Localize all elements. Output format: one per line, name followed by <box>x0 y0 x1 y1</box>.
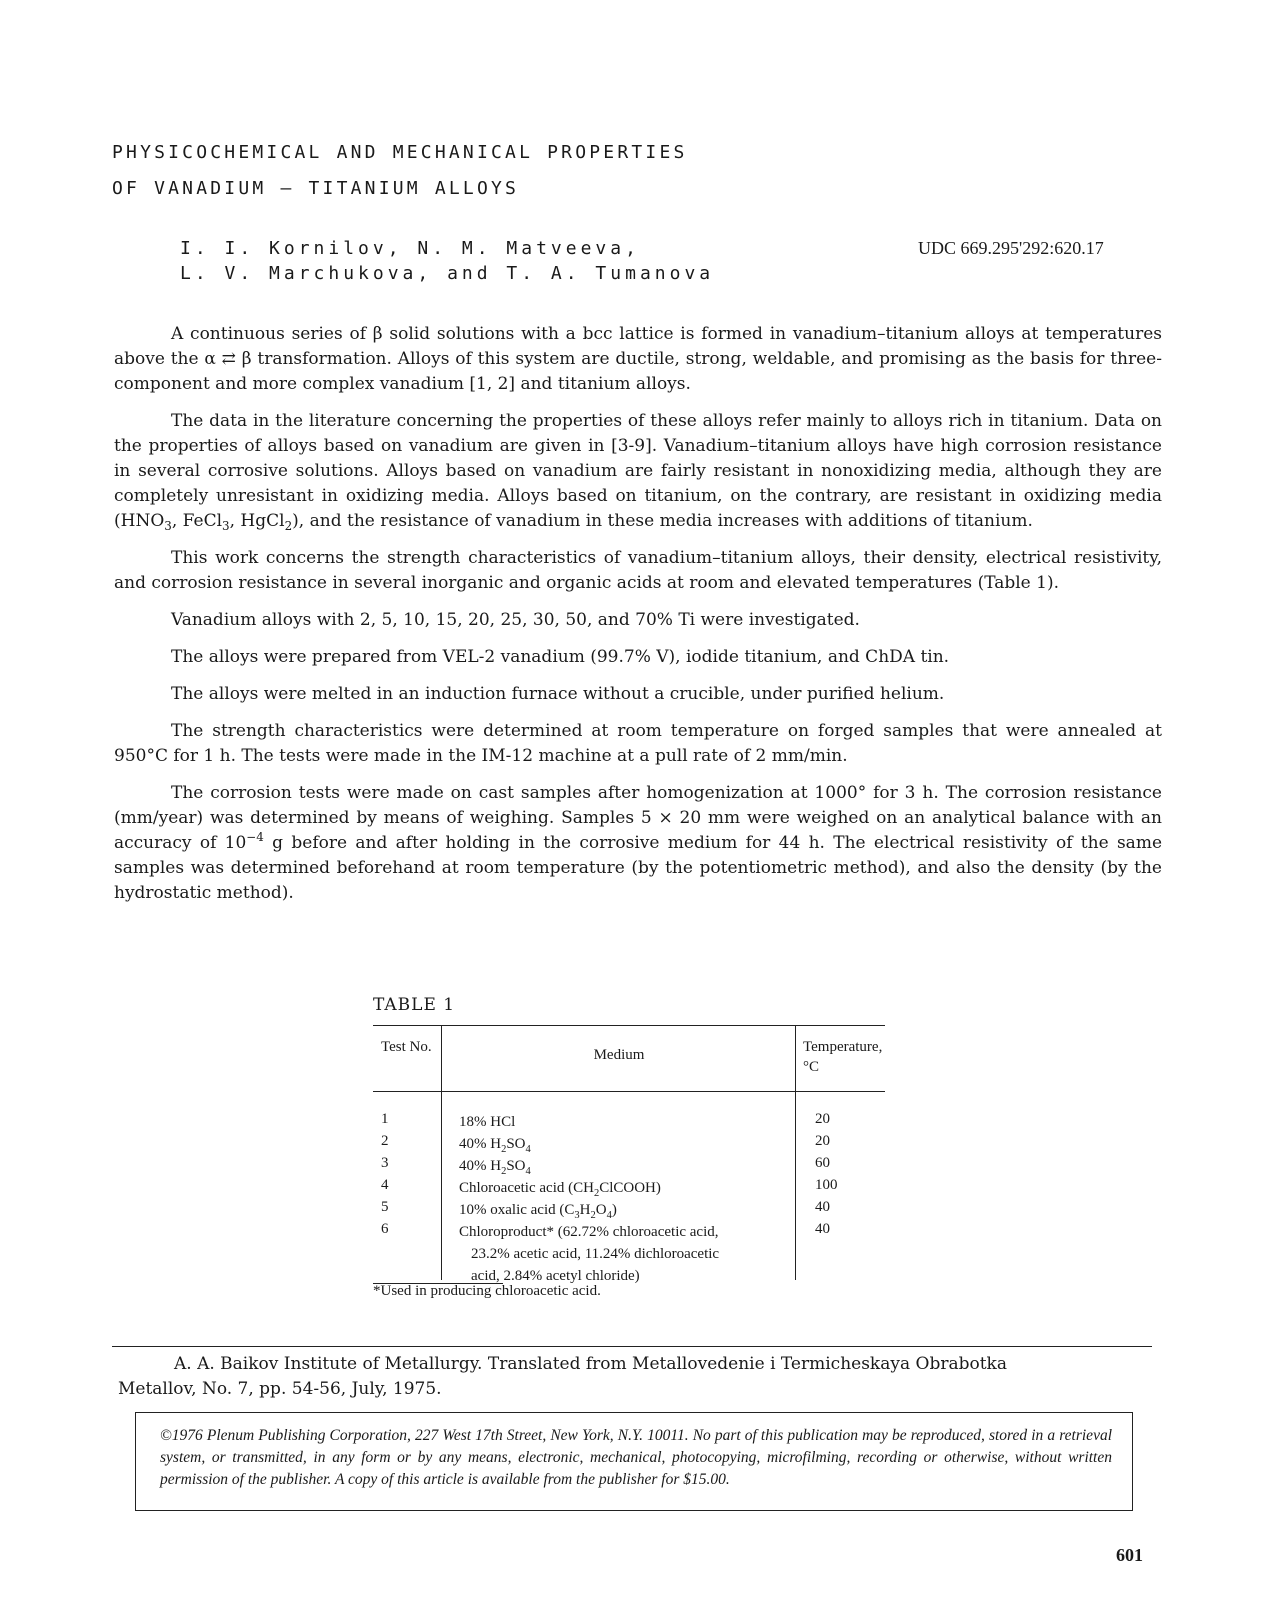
temperature: 60 <box>815 1155 830 1171</box>
test-number: 5 <box>381 1199 389 1215</box>
paragraph-3: This work concerns the strength characteristics of vanadium–titanium alloys, their density, electrical resistivity, and corrosion resistance in several inorganic and organic acids at room and elevated temperatures (Table 1). <box>114 548 1162 593</box>
table-header-test-no: Test No. <box>381 1039 432 1055</box>
article-title-line-1: PHYSICOCHEMICAL AND MECHANICAL PROPERTIES <box>112 142 688 163</box>
table-footnote: *Used in producing chloroacetic acid. <box>373 1283 601 1299</box>
test-number: 1 <box>381 1111 389 1127</box>
medium: Chloroproduct* (62.72% chloroacetic acid, 23.2% acetic acid, 11.24% dichloroacetic acid, 2.84% acetyl chloride) <box>459 1224 720 1284</box>
table-column-rule-2 <box>795 1025 796 1280</box>
paragraph-1: A continuous series of β solid solutions with a bcc lattice is formed in vanadium–titanium alloys at temperatures above the α ⇄ β transformation. Alloys of this system are ductile, strong, weldable, and promising as the basis for three-component and more complex vanadium [1, 2] and titanium alloys. <box>114 324 1162 394</box>
temperature: 40 <box>815 1221 830 1237</box>
temperature: 20 <box>815 1111 830 1127</box>
test-number: 4 <box>381 1177 389 1193</box>
table-top-rule <box>373 1025 885 1026</box>
temperature: 20 <box>815 1133 830 1149</box>
paragraph-8: The corrosion tests were made on cast samples after homogenization at 1000° for 3 h. The corrosion resistance (mm/year) was determined by means of weighing. Samples 5 × 20 mm were weighed on an analytical balance with an accuracy of $10^{-4}$ g before and after holding in the corrosive medium for 44 h. The electrical resistivity of the same samples was determined beforehand at room temperature (by the potentiometric method), and also the density (by the hydrostatic method). <box>114 783 1163 903</box>
medium: 18% HCl <box>459 1114 516 1130</box>
paragraph-2: The data in the literature concerning the properties of these alloys refer mainly to alloys rich in titanium. Data on the properties of alloys based on vanadium are given in [3-9]. Vanadium–titanium alloys have high corrosion resistance in several corrosive solutions. Alloys based on vanadium are fairly resistant in nonoxidizing media, although they are completely unresistant in oxidizing media. Alloys based on titanium, on the contrary, are resistant in oxidizing media ($HNO_3$, FeCl$_3$, HgCl$_2$), and the resistance of vanadium in these media increases with additions of titanium. <box>114 411 1162 533</box>
paragraph-7: The strength characteristics were determined at room temperature on forged samples that were annealed at 950°C for 1 h. The tests were made in the IM-12 machine at a pull rate of 2 mm/min. <box>114 721 1162 766</box>
table-header-rule <box>373 1091 885 1092</box>
page-number: 601 <box>1116 1545 1143 1565</box>
table-header-temperature: Temperature, °C <box>803 1039 883 1075</box>
table-title: TABLE 1 <box>373 995 456 1015</box>
test-number: 2 <box>381 1133 389 1149</box>
affiliation-line-1: A. A. Baikov Institute of Metallurgy. Translated from Metallovedenie i Termicheskaya Obrabotka <box>174 1354 1007 1374</box>
affiliation <box>118 1352 1158 1402</box>
affiliation-line-2: Metallov, No. 7, pp. 54-56, July, 1975. <box>118 1379 442 1399</box>
authors-line-2: L. V. Marchukova, and T. A. Tumanova <box>180 263 715 284</box>
paragraph-6: The alloys were melted in an induction furnace without a crucible, under purified helium. <box>171 684 945 704</box>
body-text <box>114 322 1162 918</box>
udc-code: UDC 669.295'292:620.17 <box>918 238 1104 258</box>
medium: 40% $H_2SO_4$ <box>459 1136 531 1155</box>
medium: 10% oxalic acid $(C_3H_2O_4)$ <box>459 1202 617 1221</box>
copyright-notice: ©1976 Plenum Publishing Corporation, 227 West 17th Street, New York, N.Y. 10011. No part of this publication may be reproduced, stored in a retrieval system, or transmitted, in any form or by any means, electronic, mechanical, photocopying, microfilming, recording or otherwise, without written permission of the publisher. A copy of this article is available from the publisher for $15.00. <box>135 1412 1133 1511</box>
table-header-medium: Medium <box>593 1047 645 1063</box>
medium: 40% $H_2SO_4$ <box>459 1158 531 1177</box>
footer-rule <box>112 1346 1152 1347</box>
paragraph-4: Vanadium alloys with 2, 5, 10, 15, 20, 25, 30, 50, and 70% Ti were investigated. <box>171 610 860 630</box>
temperature: 40 <box>815 1199 830 1215</box>
test-number: 6 <box>381 1221 389 1237</box>
authors-line-1: I. I. Kornilov, N. M. Matveeva, <box>180 238 640 259</box>
authors <box>180 236 714 286</box>
paragraph-5: The alloys were prepared from VEL-2 vanadium (99.7% V), iodide titanium, and ChDA tin. <box>171 647 950 667</box>
temperature: 100 <box>815 1177 838 1193</box>
table-column-rule-1 <box>441 1025 442 1280</box>
article-title-line-2: OF VANADIUM – TITANIUM ALLOYS <box>112 178 520 199</box>
test-number: 3 <box>381 1155 389 1171</box>
medium: Chloroacetic acid $(CH_2ClCOOH)$ <box>459 1180 661 1199</box>
